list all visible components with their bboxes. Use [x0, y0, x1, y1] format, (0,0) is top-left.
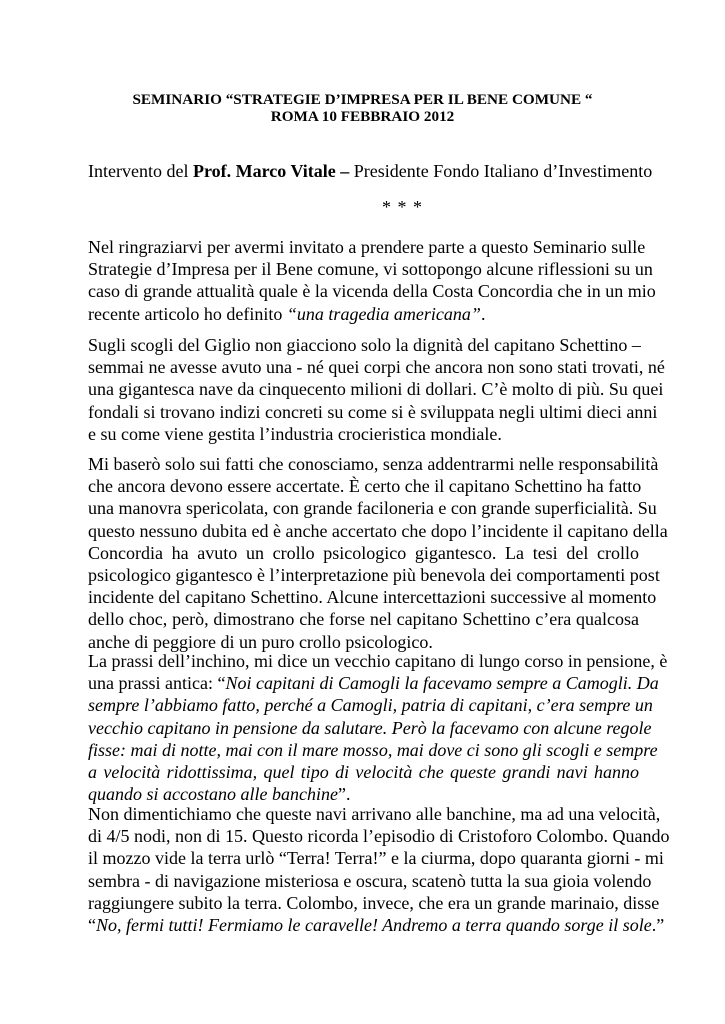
italic-quote: No, fermi tutti! Fermiamo le caravelle! Andremo a terra quando sorge il sole — [96, 914, 652, 935]
paragraph-line — [88, 761, 639, 783]
italic-quote: quando si accostano alle banchine — [88, 784, 338, 805]
paragraph-line: e su come viene gestita l’industria crocieristica mondiale. — [88, 423, 502, 444]
paragraph-line: Sugli scogli del Giglio non giacciono solo la dignità del capitano Schettino – — [88, 335, 641, 355]
italic-quote: vecchio capitano in pensione da salutare. Però la facevamo con alcune regole — [88, 717, 652, 738]
paragraph-2 — [88, 334, 665, 445]
paragraph-line: Concordia ha avuto un crollo psicologico gigantesco. La tesi del crollo — [88, 542, 639, 563]
paragraph-line: Strategie d’Impresa per il Bene comune, vi sottopongo alcune riflessioni su un — [88, 259, 653, 280]
paragraph-line: Mi baserò solo sui fatti che conosciamo, senza addentrarmi nelle responsabilità — [88, 454, 659, 474]
text-run: . — [480, 303, 486, 324]
paragraph-line — [88, 739, 658, 761]
italic-quote: Noi capitani di Camogli la facevamo sempre a Camogli. Da — [225, 673, 659, 694]
italic-quote: “una tragedia americana” — [286, 303, 481, 324]
italic-quote: fisse: mai di notte, mai con il mare mosso, mai dove ci sono gli scogli e sempre — [88, 739, 658, 760]
speaker-name: Prof. Marco Vitale – — [192, 161, 350, 181]
paragraph-line: fondali si trovano indizi concreti su come si è sviluppata negli ultimi dieci anni — [88, 401, 658, 422]
section-separator: * * * — [382, 197, 423, 217]
italic-quote: sempre l’abbiamo fatto, perché a Camogli, patria di capitani, c’era sempre un — [88, 695, 653, 716]
paragraph-line: il mozzo vide la terra urlò “Terra! Terra!” e la ciurma, dopo quaranta giorni - mi — [88, 848, 664, 869]
paragraph-line: una gigantesca nave da cinquecento milioni di dollari. C’è molto di più. Su quei — [88, 379, 664, 400]
paragraph-line: di 4/5 nodi, non di 15. Questo ricorda l’episodio di Cristoforo Colombo. Quando — [88, 826, 670, 847]
paragraph-line: raggiungere subito la terra. Colombo, invece, che era un grande marinaio, disse — [88, 892, 660, 913]
paragraph-line — [88, 914, 665, 936]
paragraph-line: dello choc, però, dimostrano che forse nel capitano Schettino c’era qualcosa — [88, 609, 639, 630]
paragraph-line: Nel ringraziarvi per avermi invitato a prendere parte a questo Seminario sulle — [88, 237, 646, 257]
paragraph-3 — [88, 453, 668, 653]
paragraph-line: anche di peggiore di un puro crollo psicologico. — [88, 631, 433, 652]
speaker-role: Presidente Fondo Italiano d’Investimento — [349, 161, 653, 181]
paragraph-line: sembra - di navigazione misteriosa e oscura, scatenò tutta la sua gioia volendo — [88, 870, 652, 891]
text-run: recente articolo ho definito — [88, 303, 287, 324]
paragraph-1 — [88, 236, 656, 325]
paragraph-line: caso di grande attualità quale è la vicenda della Costa Concordia che in un mio — [88, 281, 656, 302]
speaker-intro — [88, 160, 652, 182]
paragraph-line — [88, 717, 652, 739]
paragraph-line: che ancora devono essere accertate. È certo che il capitano Schettino ha fatto — [88, 476, 642, 497]
text-run: “ — [88, 914, 96, 935]
paragraph-line: La prassi dell’inchino, mi dice un vecchio capitano di lungo corso in pensione, è — [88, 651, 668, 671]
paragraph-line: semmai ne avesse avuto una - né quei corpi che ancora non sono stati trovati, né — [88, 357, 665, 378]
paragraph-line — [88, 783, 639, 805]
text-run: ”. — [337, 784, 351, 805]
text-run: .” — [651, 914, 665, 935]
paragraph-line: una manovra spericolata, con grande faciloneria e con grande superficialità. Su — [88, 498, 657, 519]
paragraph-line: incidente del capitano Schettino. Alcune intercettazioni successive al momento — [88, 587, 657, 608]
paragraph-line — [88, 694, 653, 716]
paragraph-line — [88, 303, 639, 325]
paragraph-4 — [88, 650, 668, 805]
paragraph-line: psicologico gigantesco è l’interpretazione più benevola dei comportamenti post — [88, 564, 660, 585]
paragraph-5 — [88, 803, 670, 936]
text-run: una prassi antica: “ — [88, 673, 226, 694]
italic-quote: a velocità ridottissima, quel tipo di velocità che queste grandi navi hanno — [88, 761, 639, 782]
seminar-date: ROMA 10 FEBBRAIO 2012 — [270, 108, 455, 125]
seminar-title: SEMINARIO “STRATEGIE D’IMPRESA PER IL BENE COMUNE “ — [132, 91, 593, 108]
paragraph-line — [88, 672, 659, 694]
intro-prefix: Intervento del — [88, 161, 193, 181]
paragraph-line: Non dimentichiamo che queste navi arrivano alle banchine, ma ad una velocità, — [88, 804, 661, 824]
paragraph-line: questo nessuno dubita ed è anche accertato che dopo l’incidente il capitano della — [88, 520, 668, 541]
